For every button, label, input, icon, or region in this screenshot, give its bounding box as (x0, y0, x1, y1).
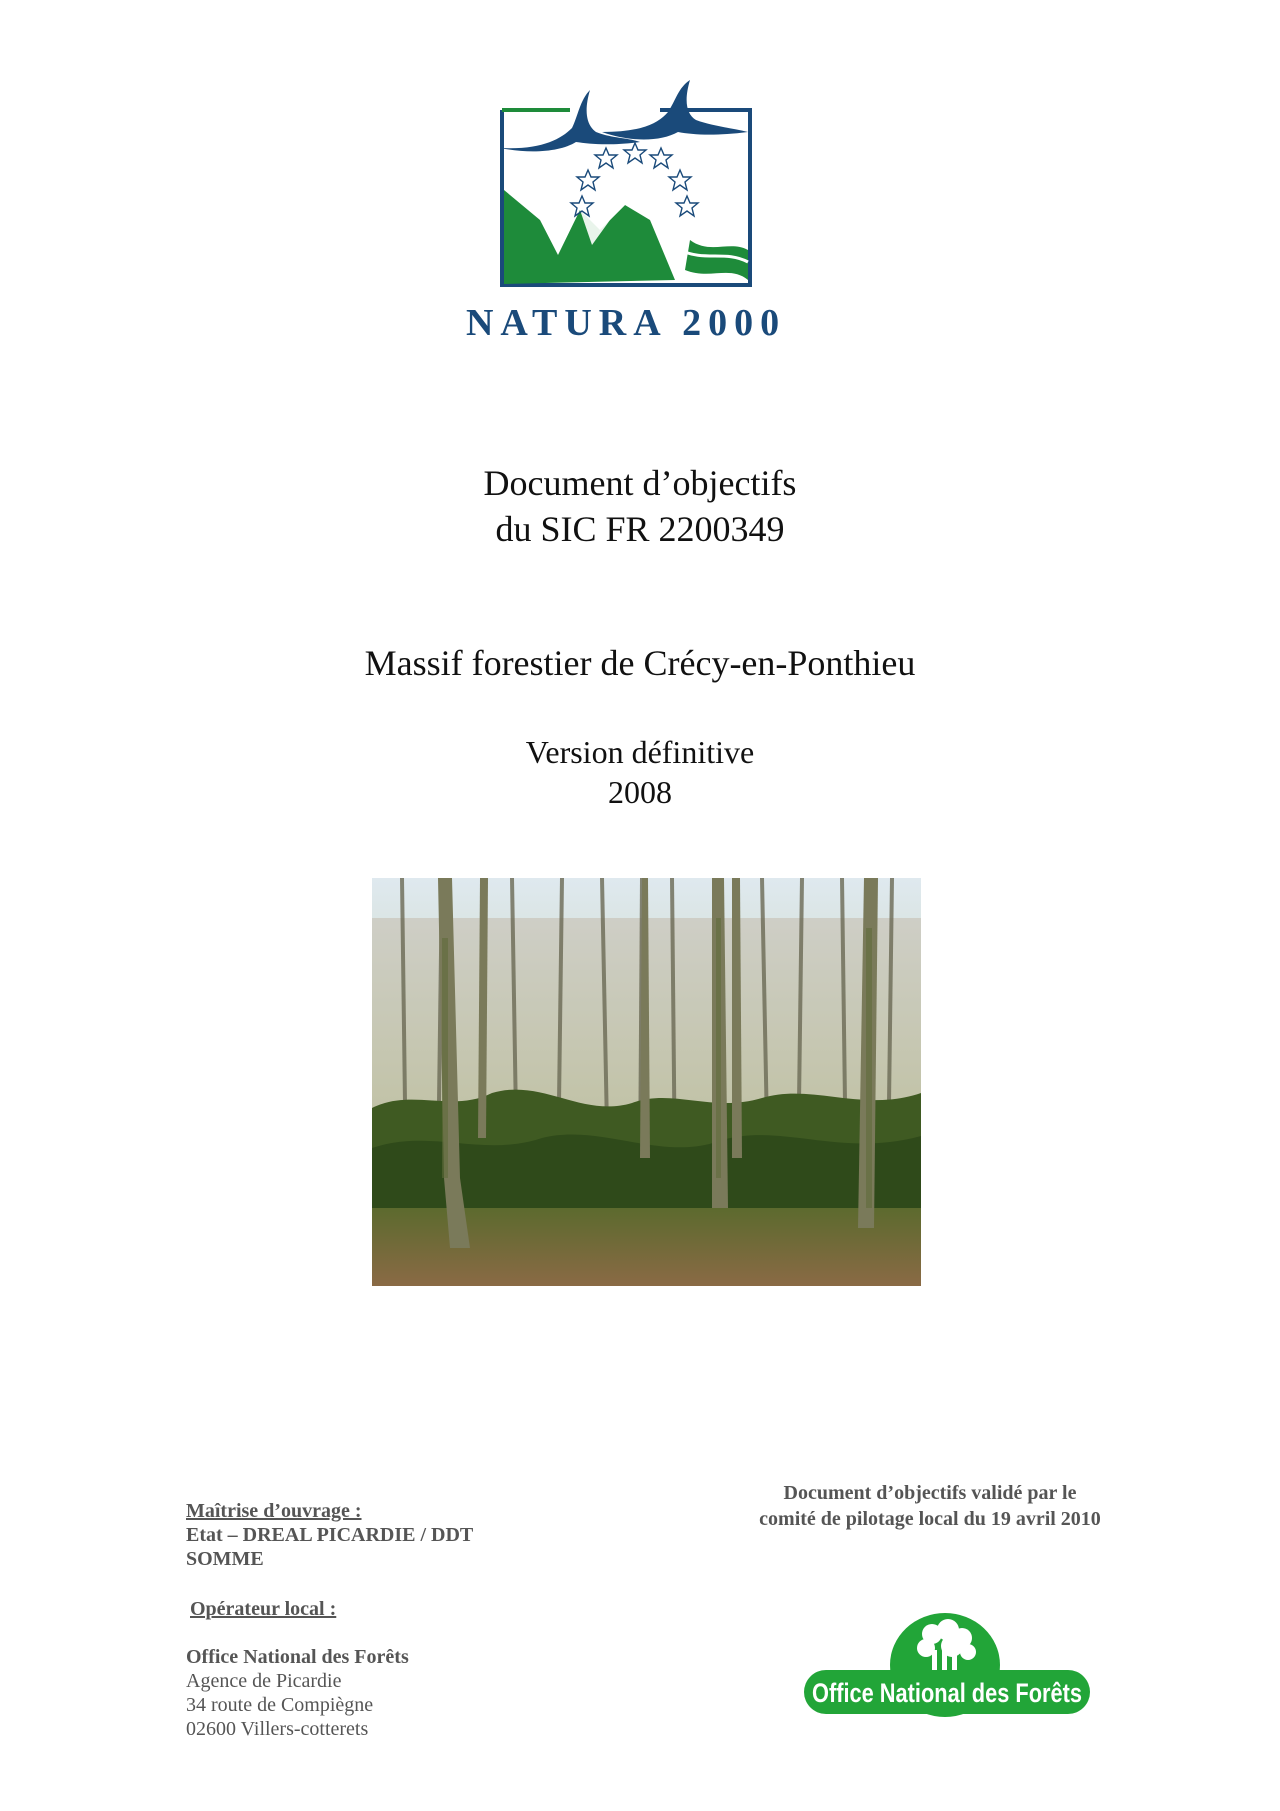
validation-note (720, 1480, 1140, 1532)
operateur-block (186, 1597, 546, 1621)
office-address: 34 route de Compiègne (186, 1694, 374, 1716)
document-title (0, 460, 1280, 552)
office-agency: Agence de Picardie (186, 1670, 342, 1692)
version-year: 2008 (608, 774, 672, 810)
ouvrage-line-1: Etat – DREAL PICARDIE / DDT (186, 1524, 474, 1546)
validation-line-1: Document d’objectifs validé par le (783, 1482, 1077, 1504)
maitrise-ouvrage-block (186, 1499, 546, 1571)
natura-logo-text: NATURA 2000 (465, 302, 787, 344)
operateur-label: Opérateur local : (190, 1598, 337, 1620)
onf-logo-text: Office National des Forêts (812, 1678, 1082, 1708)
validation-line-2: comité de pilotage local du 19 avril 2010 (759, 1508, 1101, 1530)
ouvrage-label: Maîtrise d’ouvrage : (186, 1500, 362, 1522)
office-city: 02600 Villers-cotterets (186, 1718, 369, 1740)
version-block (0, 732, 1280, 812)
ouvrage-line-2: SOMME (186, 1548, 264, 1570)
title-line-2: du SIC FR 2200349 (495, 509, 785, 549)
site-name: Massif forestier de Crécy-en-Ponthieu (364, 643, 916, 683)
onf-logo (802, 1610, 1092, 1720)
office-address-block (186, 1645, 546, 1741)
title-line-1: Document d’objectifs (483, 463, 797, 503)
office-name: Office National des Forêts (186, 1646, 409, 1668)
version-label: Version définitive (525, 734, 755, 770)
natura-2000-logo (465, 80, 800, 350)
forest-photo (372, 878, 921, 1286)
